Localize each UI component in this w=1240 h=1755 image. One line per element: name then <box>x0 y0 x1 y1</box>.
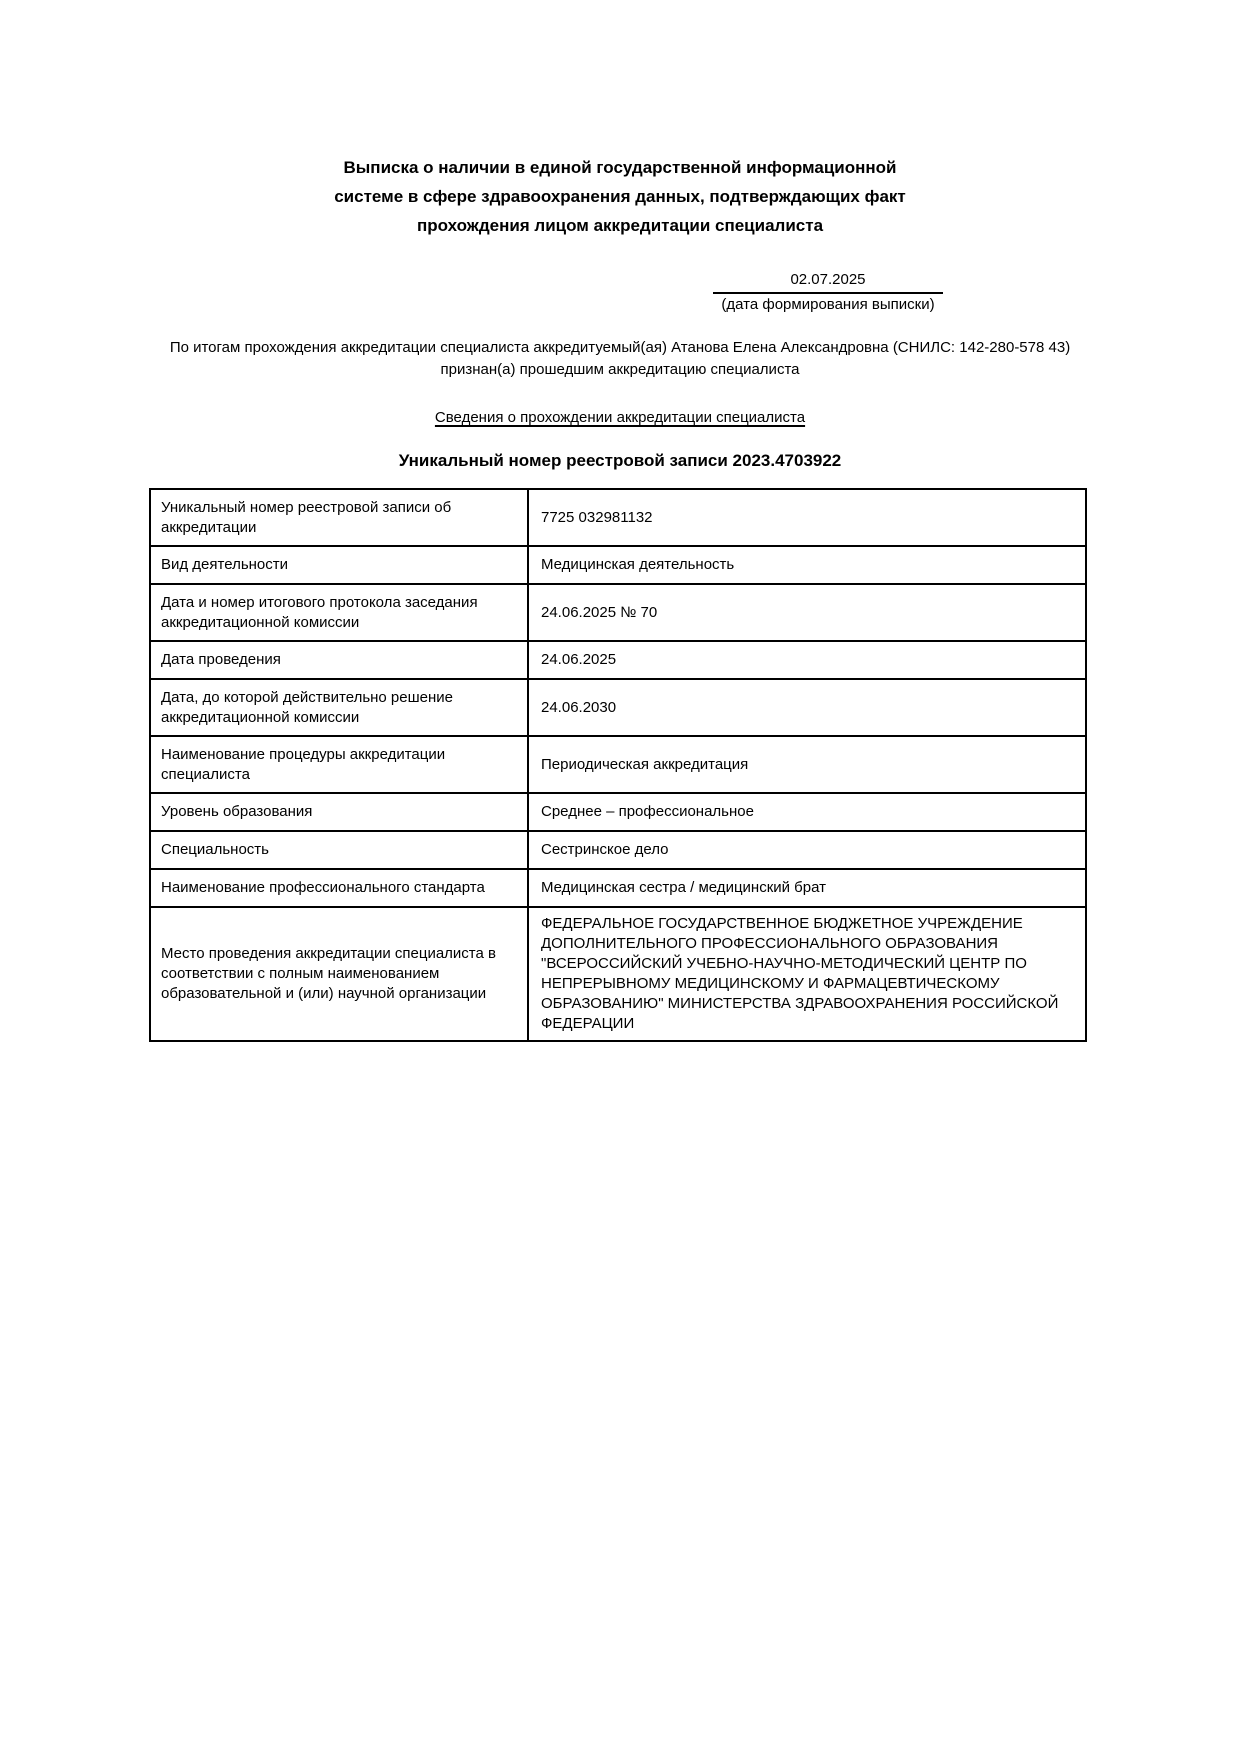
row-value-cell: Периодическая аккредитация <box>527 737 1085 792</box>
document-title-line: прохождения лицом аккредитации специалиста <box>416 216 824 235</box>
section-heading: Сведения о прохождении аккредитации специалиста <box>434 409 806 426</box>
table-row <box>151 906 1085 1040</box>
table-row <box>151 583 1085 640</box>
intro-paragraph: По итогам прохождения аккредитации специалиста аккредитуемый(ая) Атанова Елена Александровна (СНИЛС: 142-280-578 43) признан(а) прошедшим аккредитацию специалиста <box>169 339 1071 378</box>
formation-date-block <box>713 271 943 314</box>
table-row <box>151 830 1085 868</box>
row-label-cell: Дата и номер итогового протокола заседания аккредитационной комиссии <box>161 593 478 631</box>
row-value-cell: ФЕДЕРАЛЬНОЕ ГОСУДАРСТВЕННОЕ БЮДЖЕТНОЕ УЧРЕЖДЕНИЕ ДОПОЛНИТЕЛЬНОГО ПРОФЕССИОНАЛЬНОГО ОБРАЗОВАНИЯ "ВСЕРОССИЙСКИЙ УЧЕБНО-НАУЧНО-МЕТОДИЧЕСКИЙ ЦЕНТР ПО НЕПРЕРЫВНОМУ МЕДИЦИНСКОМУ И ФАРМАЦЕВТИЧЕСКОМУ ОБРАЗОВАНИЮ" МИНИСТЕРСТВА ЗДРАВООХРАНЕНИЯ РОССИЙСКОЙ ФЕДЕРАЦИИ <box>527 908 1085 1040</box>
row-value-cell: 24.06.2025 <box>527 642 1085 678</box>
row-label-cell: Специальность <box>161 841 269 858</box>
document-title-line: Выписка о наличии в единой государственной информационной <box>343 158 897 177</box>
row-value-cell: Медицинская деятельность <box>527 547 1085 583</box>
row-label-cell: Вид деятельности <box>161 556 289 573</box>
row-value-cell: Сестринское дело <box>527 832 1085 868</box>
table-row <box>151 678 1085 735</box>
accreditation-table <box>149 488 1087 1042</box>
document-title <box>0 153 1240 240</box>
row-label-cell: Уровень образования <box>161 803 313 820</box>
table-row <box>151 640 1085 678</box>
document-title-line: системе в сфере здравоохранения данных, подтверждающих факт <box>334 187 906 206</box>
row-label-cell: Уникальный номер реестровой записи об аккредитации <box>161 498 452 536</box>
row-value-cell: 24.06.2030 <box>527 680 1085 735</box>
table-row <box>151 792 1085 830</box>
row-label-cell: Наименование процедуры аккредитации специалиста <box>161 745 446 783</box>
row-label-cell: Место проведения аккредитации специалиста в соответствии с полным наименованием образовательной и (или) научной организации <box>161 945 496 1002</box>
table-row <box>151 490 1085 545</box>
row-label-cell: Дата, до которой действительно решение аккредитационной комиссии <box>161 688 453 726</box>
row-value-cell: Среднее – профессиональное <box>527 794 1085 830</box>
table-row <box>151 735 1085 792</box>
formation-date-value: 02.07.2025 <box>713 271 943 294</box>
row-value-cell: 7725 032981132 <box>527 490 1085 545</box>
formation-date-caption: (дата формирования выписки) <box>721 296 935 313</box>
registry-number-heading: Уникальный номер реестровой записи 2023.4703922 <box>398 451 842 470</box>
table-row <box>151 545 1085 583</box>
row-label-cell: Наименование профессионального стандарта <box>161 879 485 896</box>
row-value-cell: 24.06.2025 № 70 <box>527 585 1085 640</box>
row-label-cell: Дата проведения <box>161 651 281 668</box>
row-value-cell: Медицинская сестра / медицинский брат <box>527 870 1085 906</box>
table-row <box>151 868 1085 906</box>
